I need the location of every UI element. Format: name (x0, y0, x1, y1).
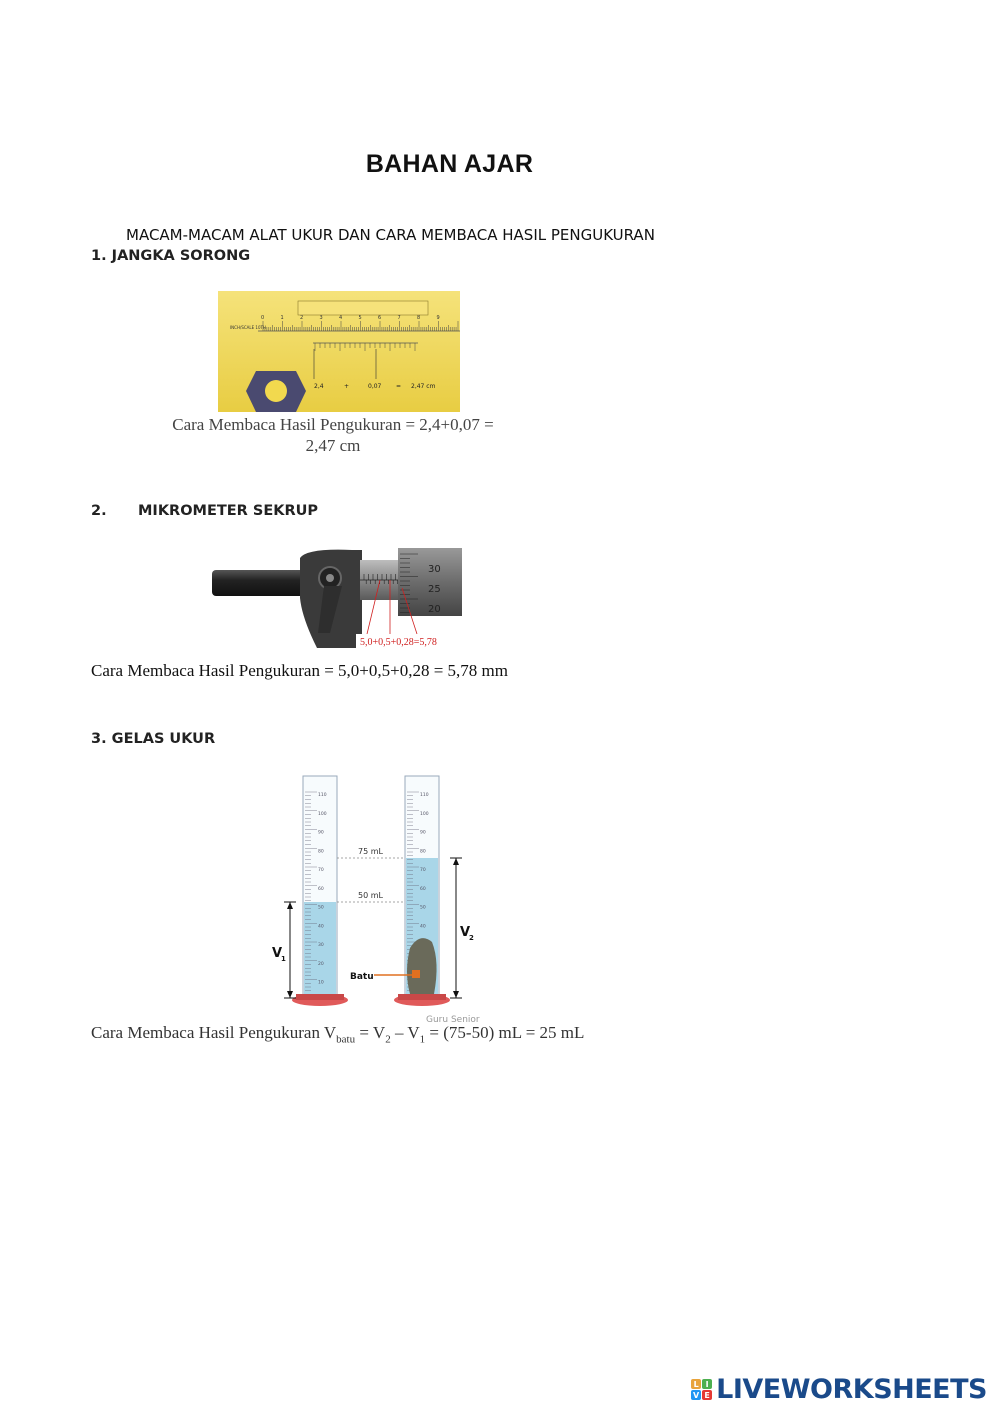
caption-line-1: Cara Membaca Hasil Pengukuran = 2,4+0,07 = (172, 415, 494, 434)
cylinder-tick-label: 90 (420, 830, 426, 836)
cylinder-tick-label: 100 (420, 811, 429, 817)
logo-tile: E (702, 1390, 712, 1400)
cylinder-tick-label: 60 (318, 886, 324, 892)
cylinder-tick-label: 70 (318, 868, 324, 873)
cylinder-tick-label: 40 (420, 924, 426, 930)
caliper-small-label: INCH/SCALE 10TH (230, 325, 266, 330)
label-v2: V (460, 925, 471, 940)
scale-tick-label: 9 (436, 315, 440, 321)
section-heading-gelas-ukur (91, 731, 215, 747)
spindle (212, 570, 307, 596)
cylinder-tick-label: 10 (318, 980, 324, 986)
caption-jangka-sorong (160, 414, 506, 456)
cylinder-tick-label: 110 (420, 793, 429, 798)
section-number: 2. (91, 503, 107, 519)
liveworksheets-logo[interactable] (691, 1374, 987, 1405)
scale-tick-label: 0 (261, 315, 265, 321)
scale-tick-label: 4 (339, 315, 343, 321)
caption-line-2: 2,47 cm (305, 436, 361, 455)
scale-tick-label: 3 (319, 315, 323, 321)
page-title: BAHAN AJAR (365, 150, 534, 178)
section-number: 3. (91, 731, 107, 747)
thimble-tick-label: 25 (428, 584, 441, 595)
cylinder-tick-label: 50 (420, 905, 426, 911)
label-50: 50 mL (358, 891, 383, 900)
scale-tick-label: 1 (280, 315, 284, 321)
section-number: 1. (91, 248, 107, 264)
section-title: MIKROMETER SEKRUP (138, 503, 319, 519)
label-v2-sub: 2 (469, 934, 474, 942)
cylinder-tick-label: 90 (318, 830, 324, 836)
cylinder-tick-label: 20 (318, 961, 324, 967)
logo-tile: L (691, 1379, 701, 1389)
readout-total: 2,47 cm (411, 383, 436, 390)
caption-mikrometer: Cara Membaca Hasil Pengukuran = 5,0+0,5+0,28 = 5,78 mm (91, 661, 508, 680)
readout-vernier: 0,07 (368, 383, 382, 390)
caption-sub: 1 (419, 1033, 426, 1046)
caption-sub: batu (336, 1033, 356, 1046)
micrometer-figure (212, 548, 462, 648)
caption-gelas-ukur (91, 1023, 584, 1045)
vernier-caliper-figure (218, 291, 460, 412)
readout-equals: = (396, 383, 402, 390)
cylinder-tick-label: 80 (420, 849, 426, 855)
stone (407, 938, 437, 994)
page-subtitle: MACAM-MACAM ALAT UKUR DAN CARA MEMBACA HASIL PENGUKURAN (126, 226, 655, 244)
label-75: 75 mL (358, 847, 383, 856)
section-title: JANGKA SORONG (111, 248, 251, 264)
logo-tile: I (702, 1379, 712, 1389)
caption-text: – V (390, 1023, 420, 1042)
readout-main: 2,4 (314, 383, 324, 390)
cylinder-tick-label: 100 (318, 811, 327, 817)
caption-sub: 2 (385, 1033, 391, 1046)
logo-text: LIVEWORKSHEETS (716, 1374, 987, 1405)
logo-tiles-icon (691, 1379, 712, 1400)
section-heading-mikrometer (91, 503, 318, 519)
cylinder-tick-label: 30 (318, 943, 324, 948)
cylinder-tick-label: 50 (318, 905, 324, 911)
readout-plus: + (344, 383, 350, 390)
cylinder-tick-label: 60 (420, 886, 426, 892)
cylinder-tick-label: 40 (318, 924, 324, 930)
logo-tile: V (693, 1390, 700, 1400)
scale-tick-label: 5 (358, 315, 362, 321)
graduated-cylinder-figure (270, 772, 482, 1024)
scale-tick-label: 6 (378, 315, 382, 321)
micrometer-readout: 5,0+0,5+0,28=5,78 (360, 637, 437, 648)
label-v1-sub: 1 (281, 955, 286, 963)
label-batu: Batu (350, 972, 374, 982)
thimble-tick-label: 30 (428, 564, 441, 575)
cylinder-tick-label: 70 (420, 868, 426, 873)
thimble-tick-label: 20 (428, 604, 441, 615)
cylinder-tick-label: 110 (318, 793, 327, 798)
caption-text: = V (355, 1023, 386, 1042)
caption-text: Cara Membaca Hasil Pengukuran V (91, 1023, 337, 1042)
section-title: GELAS UKUR (111, 731, 216, 747)
cylinder-tick-label: 80 (318, 849, 324, 855)
scale-tick-label: 8 (417, 315, 421, 321)
section-heading-jangka-sorong (91, 248, 250, 264)
scale-tick-label: 7 (397, 315, 401, 321)
scale-tick-label: 2 (300, 315, 304, 321)
label-v1: V (272, 946, 283, 961)
watermark: Guru Senior (426, 1015, 480, 1024)
caption-text: = (75-50) mL = 25 mL (425, 1023, 585, 1042)
